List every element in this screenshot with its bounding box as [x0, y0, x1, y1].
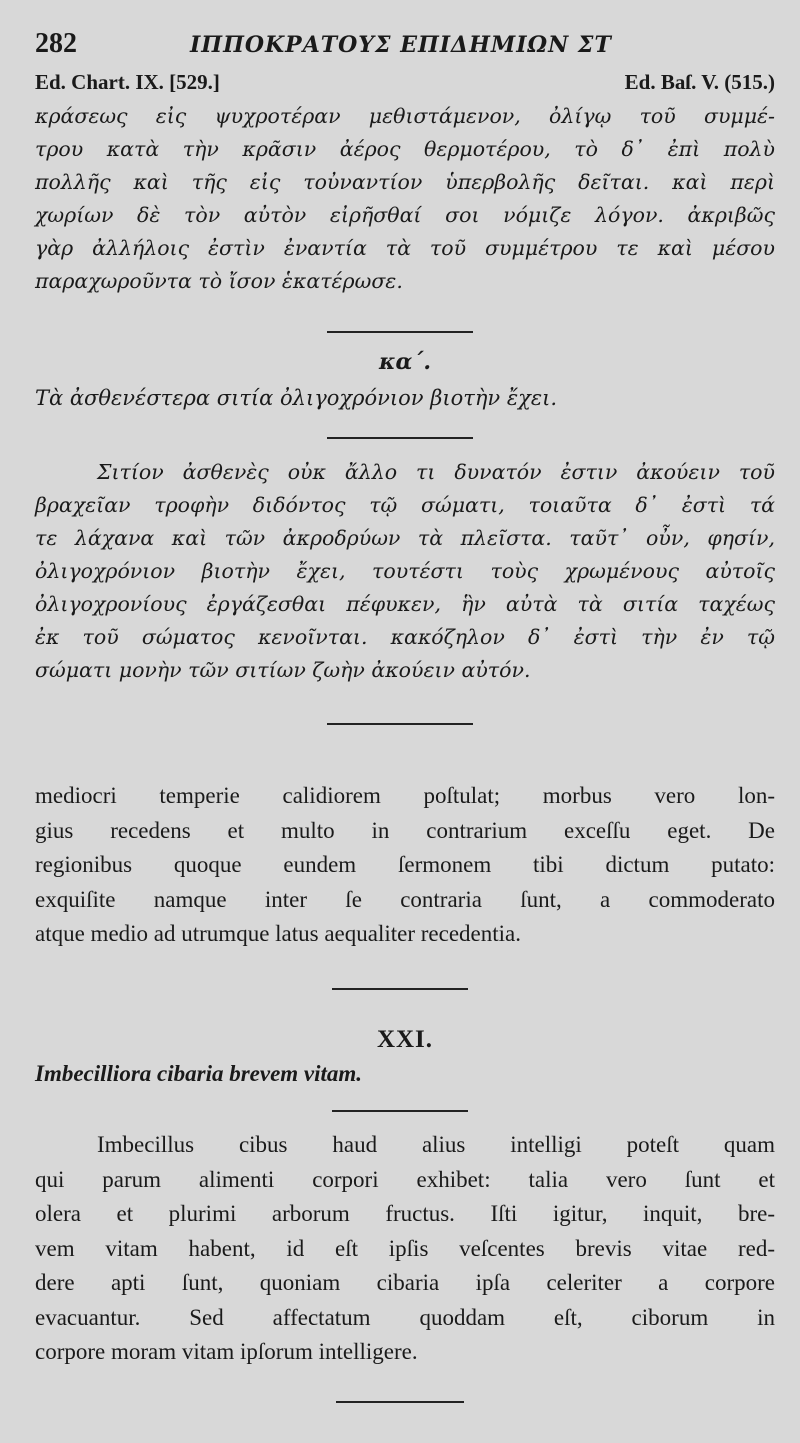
text-line: atque medio ad utrumque latus aequaliter recedentia.	[35, 921, 521, 946]
section-divider-rule	[336, 1401, 464, 1403]
edition-reference-line	[35, 70, 775, 98]
text-line: ὀλιγοχρονίους ἐργάζεσθαι πέφυκεν, ἣν αὐτὰ τὰ σιτία ταχέως	[35, 592, 775, 616]
text-line: Imbecillus cibus haud alius intelligi poteſt quam	[97, 1132, 775, 1157]
edition-reference-chartier: Ed. Chart. IX. [529.]	[35, 70, 220, 94]
section-divider-rule	[332, 1110, 468, 1112]
running-title: ΙΠΠΟΚΡΑΤΟΥΣ ΕΠΙΔΗΜΙΩΝ ΣΤ	[190, 32, 612, 58]
edition-reference-basel: Ed. Baſ. V. (515.)	[624, 70, 775, 94]
text-line: τε λάχανα καὶ τῶν ἀκροδρύων τὰ πλεῖστα. ταῦτ᾽ οὖν, φησίν,	[35, 526, 775, 550]
text-line: βραχεῖαν τροφὴν διδόντος τῷ σώματι, τοιαῦτα δ᾽ ἐστὶ τά	[35, 493, 775, 517]
text-line: χωρίων δὲ τὸν αὐτὸν εἰρῆσθαί σοι νόμιζε λόγον. ἀκριβῶς	[35, 203, 775, 227]
latin-passage-1	[35, 779, 775, 952]
text-line: σώματι μονὴν τῶν σιτίων ζωὴν ἀκούειν αὐτόν.	[35, 658, 531, 682]
latin-passage-2	[35, 1128, 775, 1370]
greek-passage-2	[35, 456, 775, 687]
latin-section-heading: Imbecilliora cibaria brevem vitam.	[35, 1061, 363, 1086]
latin-section-numeral: XXI.	[376, 1026, 434, 1053]
greek-section-heading: Τὰ ἀσθενέστερα σιτία ὀλιγοχρόνιον βιοτὴν ἔχει.	[35, 386, 558, 410]
page-header	[35, 28, 775, 64]
text-line: dere apti ſunt, quoniam cibaria ipſa celeriter a corpore	[35, 1270, 775, 1295]
greek-section-numeral: κα΄.	[378, 349, 432, 375]
text-line: ὀλιγοχρόνιον βιοτὴν ἔχει, τουτέστι τοὺς χρωμένους αὐτοῖς	[35, 559, 775, 583]
text-line: vem vitam habent, id eſt ipſis veſcentes brevis vitae red-	[35, 1235, 775, 1261]
section-divider-rule	[327, 723, 473, 725]
section-divider-rule	[327, 331, 473, 333]
text-line: ἐκ τοῦ σώματος κενοῖνται. κακόζηλον δ᾽ ἐστὶ τὴν ἐν τῷ	[35, 625, 775, 649]
text-line: παραχωροῦντα τὸ ἴσον ἑκατέρωσε.	[35, 269, 403, 293]
greek-passage-1	[35, 100, 775, 298]
text-line: corpore moram vitam ipſorum intelligere.	[35, 1339, 418, 1364]
page-number: 282	[35, 28, 77, 59]
text-line: olera et plurimi arborum fructus. Iſti igitur, inquit, bre-	[35, 1201, 775, 1226]
text-line: γὰρ ἀλλήλοις ἐστὶν ἐναντία τὰ τοῦ συμμέτρου τε καὶ μέσου	[35, 236, 775, 260]
text-line: qui parum alimenti corpori exhibet: talia vero ſunt et	[35, 1166, 775, 1192]
text-line: exquiſite namque inter ſe contraria ſunt, a commoderato	[35, 886, 775, 912]
text-line: Σιτίον ἀσθενὲς οὐκ ἄλλο τι δυνατόν ἐστιν ἀκούειν τοῦ	[97, 460, 775, 484]
text-line: πολλῆς καὶ τῆς εἰς τοὐναντίον ὑπερβολῆς δεῖται. καὶ περὶ	[35, 170, 775, 194]
text-line: τρου κατὰ τὴν κρᾶσιν ἀέρος θερμοτέρου, τὸ δ᾽ ἐπὶ πολὺ	[35, 137, 775, 161]
text-line: κράσεως εἰς ψυχροτέραν μεθιστάμενον, ὀλίγῳ τοῦ συμμέ-	[35, 104, 775, 128]
text-line: mediocri temperie calidiorem poſtulat; morbus vero lon-	[35, 783, 775, 808]
section-divider-rule	[332, 988, 468, 990]
section-divider-rule	[327, 437, 473, 439]
text-line: regionibus quoque eundem ſermonem tibi dictum putato:	[35, 852, 775, 877]
text-line: evacuantur. Sed affectatum quoddam eſt, ciborum in	[35, 1304, 775, 1330]
text-line: gius recedens et multo in contrarium exceſſu eget. De	[35, 817, 775, 843]
